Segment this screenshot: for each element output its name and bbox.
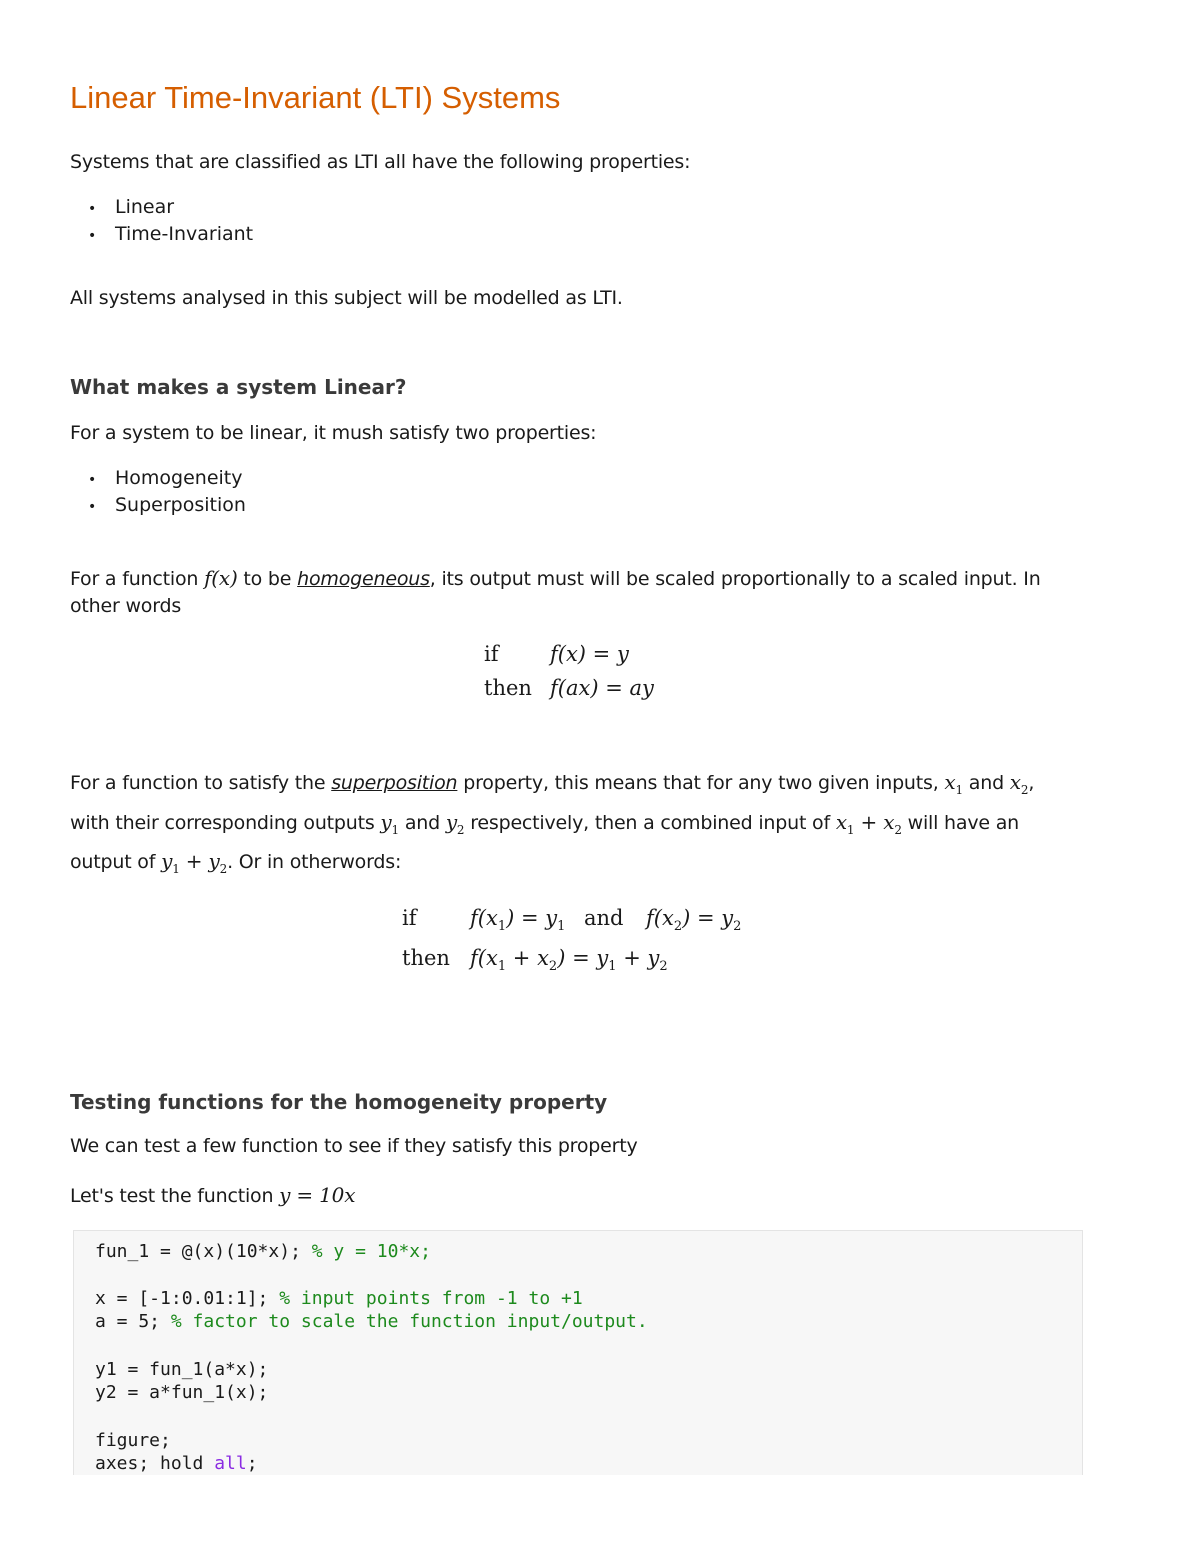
code-line: a = 5; % factor to scale the function input/output. <box>95 1311 648 1332</box>
superposition-line-3: output of $y_1 + y_2$. Or in otherwords: <box>70 849 402 876</box>
code-line: x = [-1:0.01:1]; % input points from -1 to +1 <box>95 1288 583 1309</box>
homogeneity-equation: if f(x) = y then f(ax) = ay <box>484 642 654 700</box>
testing-intro-text: We can test a few function to see if they satisfy this property <box>70 1135 638 1157</box>
homogeneity-paragraph: For a function f(x) to be homogeneous, its output must will be scaled proportionally to a scaled input. In other words <box>70 566 1041 617</box>
fx-math: f(x) <box>204 566 238 590</box>
linear-heading: What makes a system Linear? <box>70 375 407 399</box>
superposition-equation: if $f(x_1) = y_1$ and $f(x_2) = y_2$ then $f(x_1 + x_2) = y_1 + y_2$ <box>402 906 742 975</box>
list-item: • Superposition <box>88 493 246 520</box>
superposition-term: superposition <box>331 772 458 794</box>
code-line: figure; <box>95 1430 171 1451</box>
page-title: Linear Time-Invariant (LTI) Systems <box>70 80 561 115</box>
superposition-line-1: For a function to satisfy the superposition property, this means that for any two given inputs, $x_1$ and $x_2$, <box>70 770 1035 797</box>
intro-text: Systems that are classified as LTI all have the following properties: <box>70 151 691 173</box>
list-item: • Linear <box>88 195 253 222</box>
code-line: axes; hold all; <box>95 1453 258 1474</box>
bullet-icon: • <box>88 472 97 488</box>
linear-properties-list <box>88 466 246 520</box>
superposition-line-2: with their corresponding outputs $y_1$ and $y_2$ respectively, then a combined input of $x_1 + x_2$ will have an <box>70 810 1019 837</box>
all-systems-text: All systems analysed in this subject will be modelled as LTI. <box>70 287 623 309</box>
bullet-icon: • <box>88 499 97 515</box>
list-item: • Time-Invariant <box>88 222 253 249</box>
testing-heading: Testing functions for the homogeneity property <box>70 1090 608 1114</box>
homogeneous-term: homogeneous <box>297 568 430 590</box>
linear-intro-text: For a system to be linear, it mush satisfy two properties: <box>70 422 597 444</box>
bullet-icon: • <box>88 201 97 217</box>
code-block[interactable] <box>73 1230 1083 1475</box>
code-line: fun_1 = @(x)(10*x); % y = 10*x; <box>95 1241 431 1262</box>
lets-test-text: Let's test the function y = 10x <box>70 1183 356 1207</box>
code-line: y2 = a*fun_1(x); <box>95 1382 269 1403</box>
lti-properties-list <box>88 195 253 249</box>
list-item: • Homogeneity <box>88 466 246 493</box>
code-line: y1 = fun_1(a*x); <box>95 1359 269 1380</box>
bullet-icon: • <box>88 228 97 244</box>
test-function-math: y = 10x <box>279 1183 356 1207</box>
